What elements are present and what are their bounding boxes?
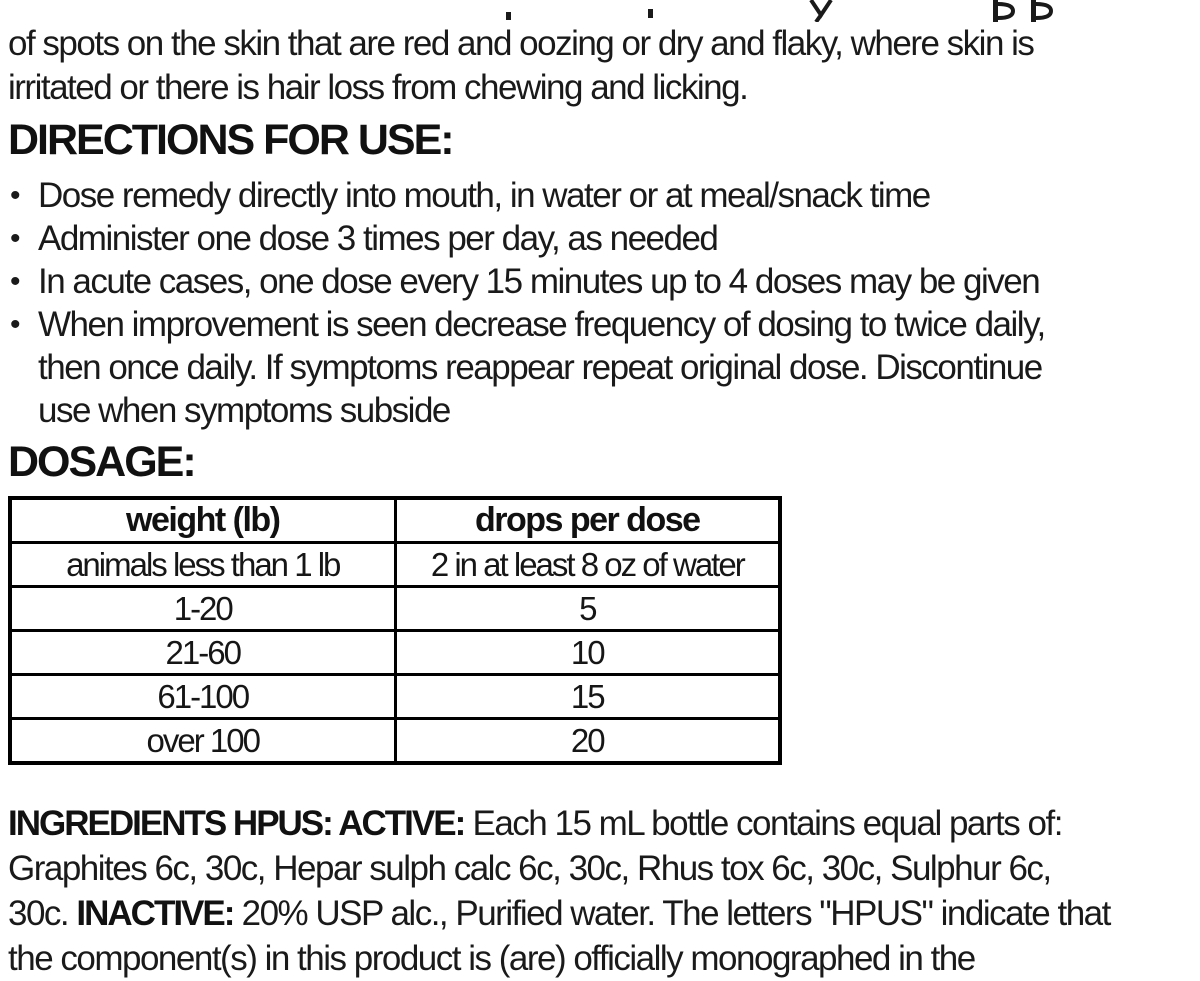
intro-text-line-2: irritated or there is hair loss from chewing and licking. [8, 68, 748, 107]
ingredients-line-2: Graphites 6c, 30c, Hepar sulph calc 6c, 30c, Rhus tox 6c, 30c, Sulphur 6c, [8, 849, 1051, 888]
ingredients-paragraph [8, 801, 1192, 981]
table-cell-drops: 10 [395, 631, 780, 675]
bullet-line: Dose remedy directly into mouth, in water or at meal/snack time [38, 176, 930, 215]
bullet-line: Administer one dose 3 times per day, as needed [38, 219, 718, 258]
directions-bullet-list [8, 174, 1192, 432]
ingredients-inactive-label: INACTIVE: [76, 894, 234, 933]
table-row [10, 543, 780, 587]
dosage-table [8, 496, 782, 765]
glyph-fragments [8, 0, 1192, 22]
ingredients-inactive-text: 20% USP alc., Purified water. The letters "HPUS" indicate that [233, 894, 1110, 933]
table-cell-drops: 20 [395, 719, 780, 764]
bullet-marker: • [10, 308, 21, 341]
table-header-row [10, 498, 780, 543]
dosage-heading: DOSAGE: [8, 438, 195, 486]
table-cell-drops: 5 [395, 587, 780, 631]
table-cell-weight: 1-20 [10, 587, 395, 631]
table-row [10, 675, 780, 719]
table-row [10, 587, 780, 631]
clipped-line-fragment [8, 0, 1192, 22]
bullet-line: When improvement is seen decrease frequency of dosing to twice daily, [38, 305, 1045, 344]
directions-heading: DIRECTIONS FOR USE: [8, 116, 453, 164]
bullet-marker: • [10, 222, 21, 255]
table-cell-drops: 2 in at least 8 oz of water [395, 543, 780, 587]
bullet-item-improvement [8, 303, 1192, 432]
bullet-line: use when symptoms subside [38, 391, 450, 430]
table-cell-weight: animals less than 1 lb [10, 543, 395, 587]
table-row [10, 719, 780, 764]
ingredients-line-4: the component(s) in this product is (are) officially monographed in the [8, 939, 975, 978]
ingredients-line-1 [8, 801, 1192, 846]
ingredients-active-label: INGREDIENTS HPUS: ACTIVE: [8, 804, 465, 843]
bullet-item-dose-remedy [8, 174, 1192, 217]
table-cell-drops: 15 [395, 675, 780, 719]
dosage-col-header-weight: weight (lb) [10, 498, 395, 543]
dosage-col-header-drops: drops per dose [395, 498, 780, 543]
bullet-item-administer [8, 217, 1192, 260]
ingredients-active-text: Each 15 mL bottle contains equal parts of: [464, 804, 1062, 843]
table-row [10, 631, 780, 675]
bullet-line: In acute cases, one dose every 15 minutes up to 4 doses may be given [38, 262, 1040, 301]
bullet-item-acute-cases [8, 260, 1192, 303]
bullet-marker: • [10, 179, 21, 212]
table-cell-weight: 21-60 [10, 631, 395, 675]
bullet-line: then once daily. If symptoms reappear repeat original dose. Discontinue [38, 348, 1042, 387]
ingredients-line-3 [8, 891, 1192, 936]
intro-text-line-1: of spots on the skin that are red and oozing or dry and flaky, where skin is [8, 24, 1034, 63]
ingredients-active-tail: 30c. [8, 894, 77, 933]
bullet-marker: • [10, 265, 21, 298]
table-cell-weight: 61-100 [10, 675, 395, 719]
table-cell-weight: over 100 [10, 719, 395, 764]
